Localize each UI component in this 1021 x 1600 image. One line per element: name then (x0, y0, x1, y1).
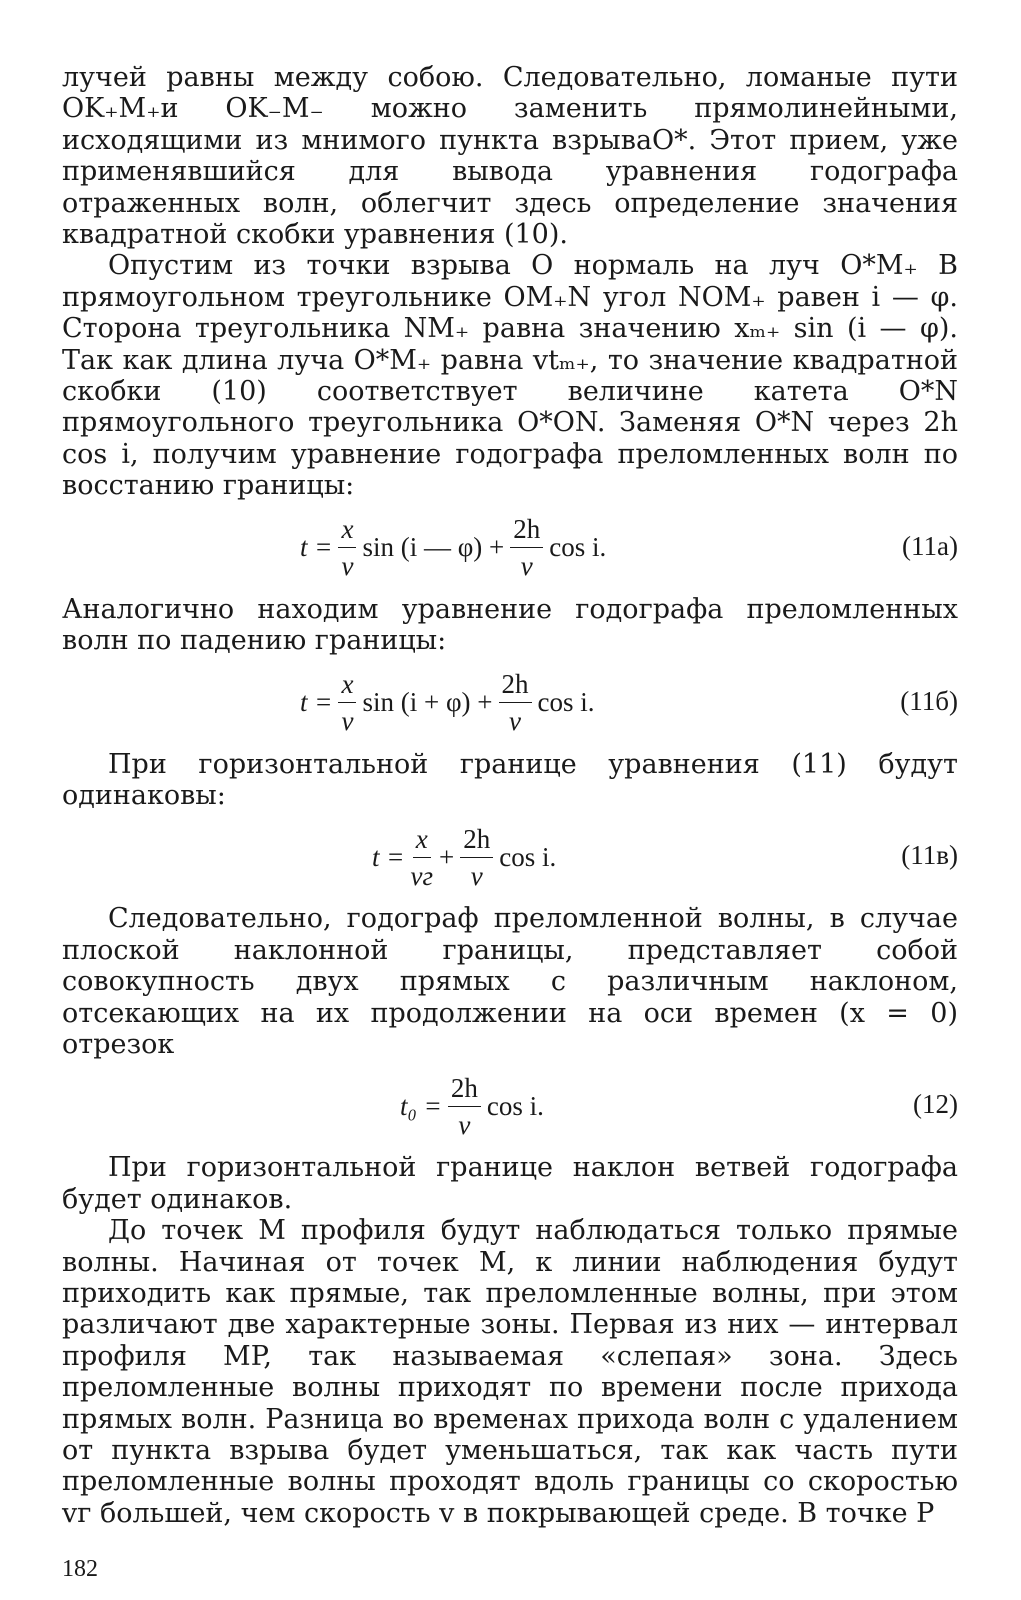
eq12-frac (448, 1071, 481, 1142)
eq11a-frac1 (338, 512, 356, 583)
eq12-number: (12) (913, 1089, 958, 1120)
eq11b-frac2 (499, 667, 532, 738)
eq11b-frac2-den: v (509, 706, 521, 736)
eq11v-frac1-den: vг (410, 860, 434, 891)
eq11a-frac2-den: v (520, 551, 533, 582)
paragraph-4: При горизонтальной границе уравнения (11) будут одинаковы: (62, 748, 958, 811)
eq11v-mid: + (439, 841, 455, 872)
eq11b-frac1-den: v (341, 706, 354, 736)
eq11a-frac2-num: 2h (510, 512, 543, 548)
eq11a-lhs: t = (300, 532, 333, 563)
eq11v-frac2-num: 2h (460, 822, 493, 858)
eq11a-number: (11а) (902, 530, 958, 561)
eq11v-frac2 (460, 822, 493, 893)
eq11v-lhs: t = (372, 841, 405, 872)
eq12-tail: cos i. (486, 1090, 544, 1121)
eq11a-frac2 (510, 512, 543, 583)
paragraph-2: Опустим из точки взрыва O нормаль на луч O*M₊ В прямоугольном треугольнике OM₊N угол NOM₊ равен i — φ. Сторона треугольника NM₊ равна значению xₘ₊ sin (i — φ). Так как длина луча O*M₊ равна vtₘ₊, то значение квадратной скобки (10) соответствует величине катета O*N прямоугольного треугольника O*ON. Заменяя O*N через 2h cos i, получим уравнение годографа преломленных волн по восстанию границы: (62, 250, 958, 502)
eq11v-number: (11в) (901, 840, 958, 871)
eq12-frac-num: 2h (448, 1071, 481, 1107)
eq11v-frac1-num: x (413, 822, 431, 858)
eq11v-frac2-den: v (470, 860, 483, 891)
page-body (62, 62, 958, 1529)
eq11b-frac2-num: 2h (499, 667, 532, 703)
eq11b-tail: cos i. (537, 687, 595, 717)
eq12-lhs: t₀ = (400, 1090, 442, 1121)
page-number: 182 (62, 1556, 98, 1582)
eq11b-frac1-num: x (338, 667, 356, 703)
eq11a-frac1-den: v (341, 551, 354, 582)
eq11b-number: (11б) (900, 685, 958, 716)
paragraph-3: Аналогично находим уравнение годографа преломленных волн по падению границы: (62, 593, 958, 657)
paragraph-7: До точек M профиля будут наблюдаться только прямые волны. Начиная от точек M, к линии наблюдения будут приходить как прямые, так преломленные волны, при этом различают две характерные зоны. Первая из них — интервал профиля MP, так называемая «слепая» зона. Здесь преломленные волны приходят по времени после прихода прямых волн. Разница во временах прихода волн с удалением от пункта взрыва будет уменьшаться, так как часть пути преломленные волны проходят вдоль границы со скоростью vг большей, чем скорость v в покрывающей среде. В точке P (62, 1215, 958, 1529)
paragraph-6: При горизонтальной границе наклон ветвей годографа будет одинаков. (62, 1152, 958, 1215)
eq12-frac-den: v (458, 1109, 471, 1140)
equation-11a (62, 502, 958, 594)
equation-11v (62, 811, 958, 903)
eq11a-frac1-num: x (338, 512, 356, 548)
paragraph-1: лучей равны между собою. Следовательно, ломаные пути OK₊M₊и OK₋M₋ можно заменить прямолинейными, исходящими из мнимого пункта взрываO*. Этот прием, уже применявшийся для вывода уравнения годографа отраженных волн, облегчит здесь определение значения квадратной скобки уравнения (10). (62, 62, 958, 251)
eq11b-lhs: t = (300, 687, 333, 717)
eq11a-tail: cos i. (549, 532, 607, 563)
eq11v-frac1 (410, 822, 433, 893)
eq11a-mid: sin (i — φ) + (362, 532, 505, 563)
equation-12 (62, 1060, 958, 1152)
equation-11b (62, 657, 958, 749)
eq11v-tail: cos i. (499, 841, 557, 872)
eq11b-frac1 (338, 667, 356, 738)
eq11b-mid: sin (i + φ) + (362, 687, 493, 717)
paragraph-5: Следовательно, годограф преломленной волны, в случае плоской наклонной границы, представляет собой совокупность двух прямых с различным наклоном, отсекающих на их продолжении на оси времен (x = 0) отрезок (62, 903, 958, 1060)
